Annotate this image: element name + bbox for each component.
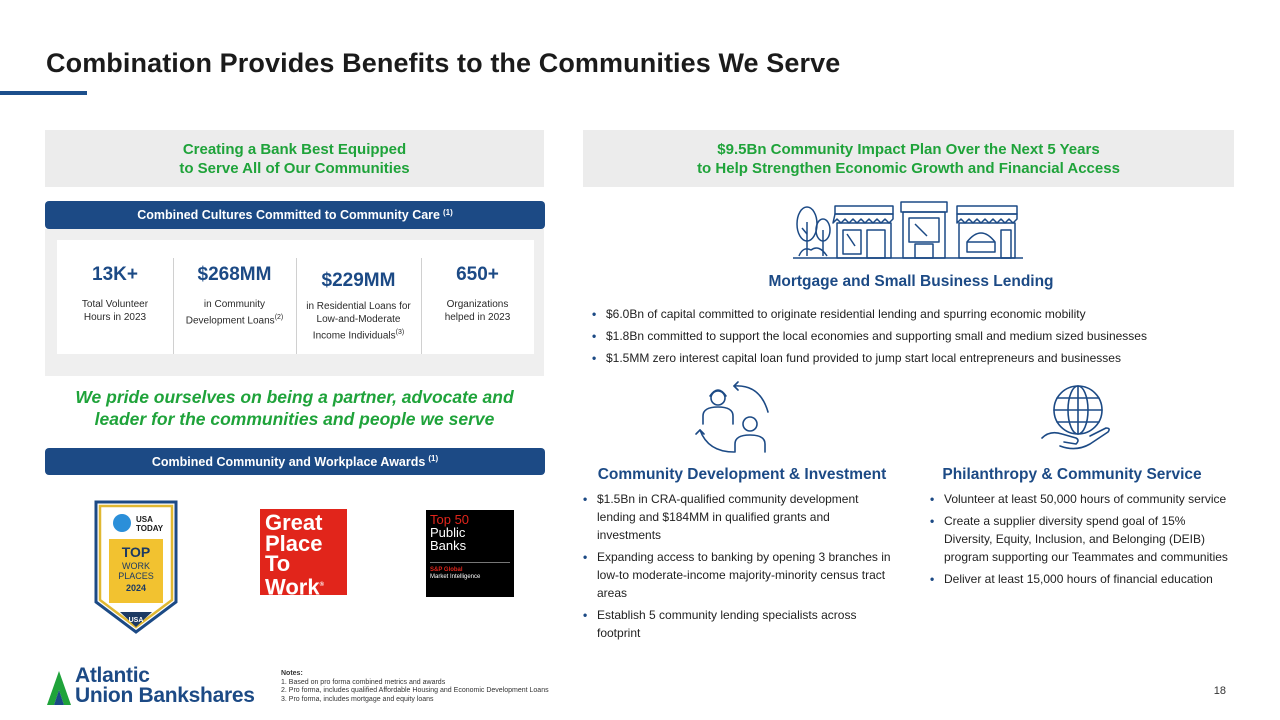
usa-today-text: TODAY (136, 524, 164, 533)
stat-desc-line: Hours in 2023 (83, 312, 147, 323)
gptw-line: Place (265, 530, 323, 556)
usa-today-top-workplaces-badge (92, 498, 180, 636)
stat-residential-loans (296, 240, 421, 354)
cultures-bar-note: (1) (443, 207, 453, 217)
stat-footnote: (3) (395, 329, 405, 336)
stat-description (421, 298, 534, 324)
logo-line: Atlantic (75, 664, 150, 687)
philanthropy-heading: Philanthropy & Community Service (942, 466, 1202, 483)
stat-desc-text: Income Individuals (312, 330, 396, 342)
note-item: 3. Pro forma, includes mortgage and equity loans (281, 695, 434, 703)
stat-footnote: (2) (274, 314, 284, 321)
stat-description (296, 300, 421, 342)
top50-line: Public (430, 525, 466, 540)
stat-community-development-loans (173, 240, 296, 354)
stat-desc-line: Low-and-Moderate (316, 314, 401, 325)
stat-desc-line: in Residential Loans for (306, 301, 411, 312)
pride-line: We pride ourselves on being a partner, advocate and (75, 387, 514, 407)
atlantic-union-logo-mark (46, 668, 72, 706)
sp-global-name: S&P Global (430, 567, 463, 573)
badge-year: 2024 (125, 583, 147, 593)
sp-global-mark (430, 562, 510, 581)
top-50-public-banks-badge (426, 510, 514, 597)
list-item: • $1.5MM zero interest capital loan fund provided to jump start local entrepreneurs and businesses (592, 349, 1242, 367)
lending-bullets (592, 305, 1242, 371)
storefront-icon (793, 200, 1023, 262)
stat-volunteer-hours (57, 240, 173, 354)
top50-line: Top 50 (430, 512, 470, 527)
awards-bar-note: (1) (428, 454, 439, 463)
left-header-line2: to Serve All of Our Communities (179, 159, 410, 177)
awards-bar-label: Combined Community and Workplace Awards (151, 454, 426, 469)
stat-description (173, 298, 296, 327)
slide-title: Combination Provides Benefits to the Communities We Serve (46, 48, 841, 78)
right-header-line1: $9.5Bn Community Impact Plan Over the Next 5 Years (717, 140, 1100, 158)
page-number: 18 (1213, 685, 1226, 697)
stat-value: $268MM (197, 264, 272, 285)
stat-organizations-helped (421, 240, 534, 354)
development-heading: Community Development & Investment (597, 466, 887, 483)
globe-in-hand-icon (1038, 382, 1114, 454)
logo-line: Union Bankshares (75, 684, 255, 707)
stat-desc-text: Development Loans (185, 315, 275, 327)
gptw-line: Great (265, 510, 323, 535)
usa-today-text: USA (136, 515, 153, 524)
list-item: • $6.0Bn of capital committed to originate residential lending and spurring economic mobility (592, 305, 1242, 323)
note-item: 1. Based on pro forma combined metrics and awards (281, 678, 446, 686)
stat-value: 650+ (456, 264, 499, 285)
gptw-line: Work (265, 573, 320, 599)
sp-global-sub: Market Intelligence (430, 574, 481, 580)
stat-desc-line: Organizations (446, 299, 509, 310)
list-item: • Create a supplier diversity spend goal of 15% Diversity, Equity, Inclusion, and Belonging (DEIB) program supporting our Teammates and communities (930, 512, 1230, 566)
title-underline (0, 91, 87, 95)
list-item: • $1.8Bn committed to support the local economies and supporting small and medium sized businesses (592, 327, 1242, 345)
left-header-line1: Creating a Bank Best Equipped (182, 140, 407, 158)
badge-places: PLACES (118, 571, 154, 581)
list-item: • Expanding access to banking by opening 3 branches in low-to moderate-income majority-minority census tract areas (583, 548, 893, 602)
list-item: • $1.5Bn in CRA-qualified community development lending and $184MM in qualified grants and investments (583, 490, 893, 544)
notes-heading: Notes: (281, 670, 303, 677)
footnotes (281, 670, 549, 704)
stat-desc-line: in Community (203, 299, 266, 310)
stat-value: 13K+ (92, 264, 138, 285)
people-exchange-icon (694, 380, 776, 456)
pride-line: leader for the communities and people we serve (94, 409, 495, 429)
stat-desc-line: helped in 2023 (444, 312, 511, 323)
atlantic-union-logo (75, 666, 255, 706)
stat-value: $229MM (321, 270, 396, 291)
stats-card (57, 240, 534, 354)
gptw-line: To (265, 551, 291, 576)
top50-line: Banks (430, 538, 467, 553)
philanthropy-bullets (930, 490, 1230, 592)
gptw-registered-mark: ® (319, 581, 325, 588)
badge-country: USA (128, 617, 144, 624)
pride-statement (45, 386, 544, 430)
badge-work: WORK (122, 561, 150, 571)
stat-description (57, 298, 173, 324)
note-item: 2. Pro forma, includes qualified Affordable Housing and Economic Development Loans (281, 687, 549, 695)
badge-top: TOP (121, 544, 151, 560)
stat-desc-line: Total Volunteer (81, 299, 149, 310)
stat-desc-line (173, 311, 296, 327)
list-item: • Volunteer at least 50,000 hours of community service (930, 490, 1230, 508)
right-header-line2: to Help Strengthen Economic Growth and Financial Access (697, 159, 1120, 177)
usa-today-dot (113, 514, 131, 532)
lending-heading: Mortgage and Small Business Lending (768, 273, 1054, 290)
cultures-bar-label: Combined Cultures Committed to Community Care (137, 208, 440, 222)
right-header-box (583, 130, 1234, 187)
development-bullets (583, 490, 893, 646)
left-header-box (45, 130, 544, 187)
stat-desc-line (296, 326, 421, 342)
awards-bar (45, 448, 545, 475)
great-place-to-work-badge (260, 509, 347, 599)
cultures-bar (45, 201, 545, 229)
list-item: • Deliver at least 15,000 hours of financial education (930, 570, 1230, 588)
list-item: • Establish 5 community lending specialists across footprint (583, 606, 893, 642)
